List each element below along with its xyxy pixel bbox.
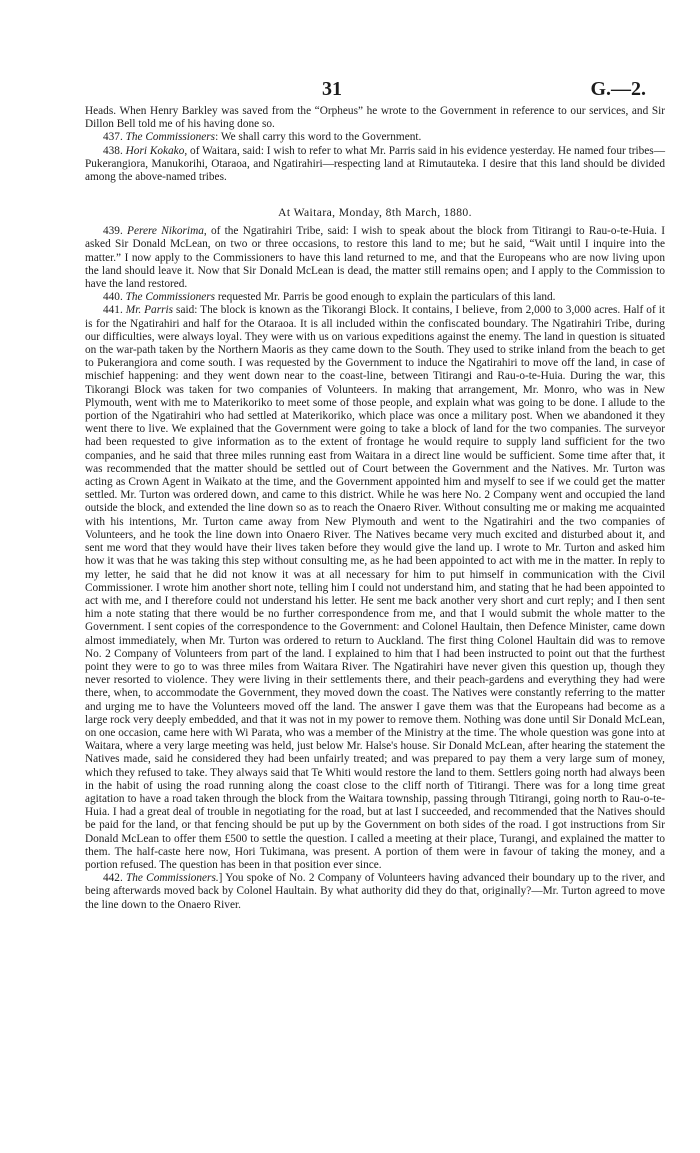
paragraph-number: 440. bbox=[103, 291, 123, 304]
paragraph-number: 438. bbox=[103, 144, 123, 157]
paragraph-text: , of Waitara, said: I wish to refer to what Mr. Parris said in his evidence yesterday. He named four tribes—Pukerangiora, Manukorihi, Otaraoa, and Ngatirahiri—respecting land at Rimutauteka. I desire that this land should be divided among the above-named tribes. bbox=[85, 144, 665, 184]
speaker-name: Perere Nikorima bbox=[127, 225, 204, 238]
paragraph-text: ] You spoke of No. 2 Company of Volunteers having advanced their boundary up to the river, and being afterwards moved back by Colonel Haultain. By what authority did they do that, originally?—Mr. Turton agreed to move the line down to the Onaero River. bbox=[85, 872, 665, 911]
section-heading: At Waitara, Monday, 8th March, 1880. bbox=[278, 206, 472, 220]
page-number: 31 bbox=[322, 78, 342, 100]
paragraph-text: Heads. When Henry Barkley was saved from the “Orpheus” he wrote to the Government in reference to our services, and Sir Dillon Bell told me of his having done so. bbox=[85, 105, 665, 131]
paragraph-text: , of the Ngatirahiri Tribe, said: I wish to speak about the block from Titirangi to Rau-o-te-Huia. I asked Sir Donald McLean, on two or three occasions, to restore this land to me; but he said, “Wait until I inquire into the matter.” I now apply to the Commissioners to have this land returned to me, and that the Europeans who are now living upon the land should leave it. Now that Sir Donald McLean is dead, the matter still remains open; and I apply to the Commission to have the land restored. bbox=[85, 225, 666, 291]
paragraph-437 bbox=[85, 131, 665, 144]
paragraph-440 bbox=[85, 291, 665, 304]
paragraph-442 bbox=[85, 872, 665, 912]
speaker-name: Mr. Parris bbox=[125, 304, 174, 317]
page-body bbox=[85, 105, 665, 912]
paragraph-text: : We shall carry this word to the Government. bbox=[215, 131, 422, 144]
speaker-name: The Commissioners. bbox=[126, 872, 219, 885]
speaker-name: The Commissioners bbox=[125, 291, 216, 304]
speaker-name: Hori Kokako bbox=[125, 144, 185, 157]
paragraph-number: 441. bbox=[103, 304, 123, 317]
paragraph-number: 442. bbox=[103, 872, 123, 885]
page-header bbox=[0, 78, 700, 100]
paragraph-continuation bbox=[85, 105, 665, 131]
paragraph-number: 437. bbox=[103, 131, 123, 144]
paragraph-text: said: The block is known as the Tikorangi Block. It contains, I believe, from 2,000 to 3,000 acres. Half of it is for the Ngatirahiri and half for the Otaraoa. It is all included within the confiscated boundary. The Ngatirahiri Tribe, during our difficulties, were always loyal. They were with us on various expeditions against the enemy. The land in question is situated on the war-path taken by the Northern Maoris as they came down to the South. They used to strike inland from the beach to get to Pukerangiora and come south. I was requested by the Government to induce the Ngatirahiri to move off the land, in case of mischief happening: and they went down near to the coast-line, between Titirangi and Rau-o-te-Huia. During the war, this Tikorangi Block was taken for two companies of Volunteers. In making that arrangement, Mr. Monro, who was in New Plymouth, went with me to Materikoriko to meet some of those people, and explain what was going to be done. I allude to the portion of the Ngatirahiri who had settled at Materikoriko, which place was once a military post. When we abandoned it they went there to live. We explained that the Government were going to take a block of land for the two companies. The surveyor had been requested to give information as to the extent of frontage he would require to supply land sufficient for the two companies, and he said that three miles running east from Waitara in a direct line would be sufficient. Some time after that, it was recommended that the matter should be settled out of Court between the Government and the Natives. Mr. Turton was acting as Crown Agent in Waikato at the time, and the Government appointed him and myself to see if we could get the matter settled. Mr. Turton was ordered down, and came to this district. While he was here No. 2 Company went and occupied the land outside the block, and extended the line down so as to reach the Onaero River. Without consulting me or making me acquainted with his intentions, Mr. Turton came away from New Plymouth and went to the Ngatirahiri and the two companies of Volunteers, and he took the line down into Onaero River. The Natives became very much excited and disturbed about it, and sent me word that they would have their lives taken before they would give the land up. I wrote to Mr. Turton and asked him how it was that he was taking this step without consulting me, as he had been appointed to act with me in the matter. In reply to my letter, he said that he did not know it was at all necessary for him to put himself in communication with the Civil Commissioner. I wrote him another short note, telling him I could not understand him, and stating that he had been appointed to act with me, and I therefore could not understand his letter. He sent me back another very short and curt reply; and I then sent him a note stating that there would be no further correspondence from me, and that I would submit the whole matter to the Government. I sent copies of the correspondence to the Government: and Colonel Haultain, then Defence Minister, came down almost immediately, when Mr. Turton was ordered to return to Auckland. The first thing Colonel Haultain did was to remove No. 2 Company of Volunteers from part of the land. I explained to him that I had been instructed to point out that the furthest point they were to go to was three miles from Waitara River. The Ngatirahiri have never given this question up, though they never resorted to violence. They were living in their settlements there, and their peach-gardens and everything they had were there, when, to accommodate the Government, they moved down the coast. The Natives were constantly referring to the matter and urging me to have the Volunteers moved off the land. The answer I gave them was that the Europeans had become as a large rock very deeply embedded, and that it was not in my power to remove them. Nothing was done until Sir Donald McLean, on one occasion, came here with Wi Parata, who was a member of the Ministry at the time. The whole question was gone into at Waitara, where a very large meeting was held, just below Mr. Halse's house. Sir Donald McLean, after hearing the statement the Natives made, said he considered they had been unfairly treated; and was prepared to pay them a very large sum of money, which they refused to take. They always said that Te Whiti would restore the land to them. Settlers going north had always been in the habit of using the road running along the coast close to the cliff north of Titirangi. There was for a long time great agitation to have a road taken through the block from the Waitara township, passing through Titirangi, going north to Rau-o-te-Huia. I had a great deal of trouble in negotiating for the road, but at last I succeeded, and recommended that the Natives should be paid for the land, or that fencing should be put up by the Government on both sides of the road. I got instructions from Sir Donald McLean to offer them £500 to settle the question. I called a meeting at their place, Turangi, and explained the matter to them. The half-caste here now, Hori Tukimana, was present. A portion of them were in favour of taking the money, and a portion refused. The question has been in that position ever since. bbox=[85, 304, 665, 871]
paragraph-438 bbox=[85, 145, 665, 185]
paragraph-439 bbox=[85, 225, 665, 291]
paragraph-number: 439. bbox=[103, 225, 123, 238]
paragraph-text: requested Mr. Parris be good enough to explain the particulars of this land. bbox=[217, 291, 556, 304]
paragraph-441 bbox=[85, 304, 665, 872]
speaker-name: The Commissioners bbox=[125, 131, 216, 144]
document-reference: G.—2. bbox=[590, 78, 646, 100]
